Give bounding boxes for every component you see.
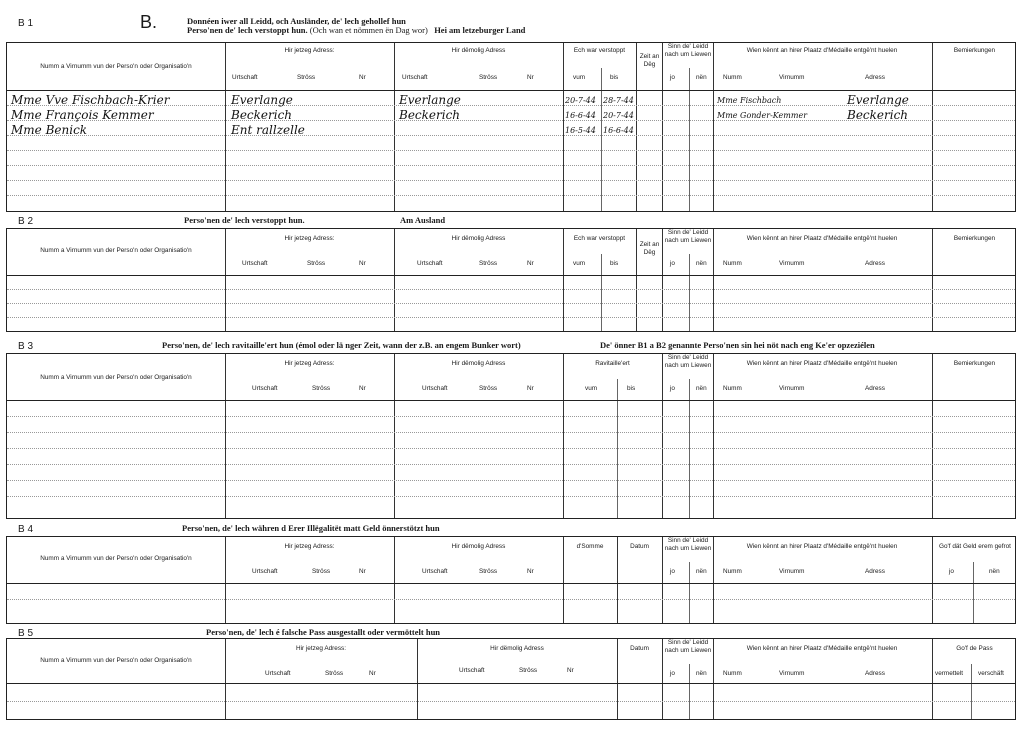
col-locality: Urtschaft — [252, 568, 278, 575]
col-hidden: Ech war verstoppt — [573, 235, 626, 242]
col-former-address: Hir dëmolig Adress — [451, 360, 506, 367]
col-yes: jo — [670, 74, 675, 81]
col-former-address: Hir dëmolig Adress — [451, 543, 506, 550]
col-number: Nr — [359, 385, 366, 392]
handwritten-medal-address: Beckerich — [847, 108, 909, 122]
col-yes: jo — [949, 568, 954, 575]
col-number: Nr — [567, 667, 574, 674]
section-title-2: Am Ausland — [400, 215, 446, 225]
col-medal: Wien kënnt an hirer Plaatz d'Médaille entgë'nt huelen — [746, 235, 898, 242]
section-b4 — [6, 520, 1016, 575]
section-title: Perso'nen, de' lech é falsche Pass ausgestallt oder vermöttelt hun — [206, 627, 441, 637]
col-suffering: Sinn de' Leidd nach um Liewen — [664, 43, 712, 58]
col-locality: Urtschaft — [242, 260, 268, 267]
col-number: Nr — [527, 385, 534, 392]
col-medal-address: Adress — [865, 670, 885, 677]
col-current-address: Hir jetzeg Adress: — [284, 235, 335, 242]
handwritten-from-date: 20-7-44 — [565, 96, 596, 105]
col-suffering: Sinn de' Leidd nach um Liewen — [664, 639, 712, 654]
col-street: Ströss — [479, 568, 498, 575]
section-letter: B. — [140, 12, 158, 32]
section-id: B 2 — [18, 216, 34, 227]
col-medal-firstname: Virnumm — [779, 74, 805, 81]
col-date: Datum — [630, 543, 649, 550]
col-current-address: Hir jetzeg Adress: — [295, 645, 347, 652]
col-pass-issued: verschäft — [978, 670, 1004, 677]
col-street: Ströss — [307, 260, 326, 267]
col-medal: Wien kënnt an hirer Plaatz d'Médaille entgë'nt huelen — [746, 360, 898, 367]
section-id: B 5 — [18, 628, 34, 639]
col-suffering: Sinn de' Leidd nach um Liewen — [664, 229, 712, 244]
section-b5 — [6, 624, 1016, 677]
col-medal-firstname: Virnumm — [779, 670, 805, 677]
col-street: Ströss — [479, 260, 498, 267]
handwritten-current-locality: Ent rallzelle — [231, 123, 305, 137]
section-id: B 3 — [18, 341, 34, 352]
col-remarks: Bemierkungen — [953, 360, 996, 367]
col-to: bis — [610, 74, 619, 81]
col-from: vum — [585, 385, 598, 392]
section-subtitle: Perso'nen de' lech verstoppt hun. (Och wan et nömmen ën Dag wor) Hei am letzeburger Land — [187, 25, 526, 35]
col-number: Nr — [359, 568, 366, 575]
col-locality: Urtschaft — [417, 260, 443, 267]
section-title: Perso'nen, de' lech ravitaille'ert hun (émol oder lä nger Zeit, wann der z.B. an engem Bunker wort) — [162, 340, 521, 350]
col-medal-firstname: Virnumm — [779, 568, 805, 575]
col-pass: Go'f de Pass — [956, 645, 993, 652]
handwritten-current-locality: Beckerich — [231, 108, 293, 122]
col-street: Ströss — [519, 667, 538, 674]
col-from: vum — [573, 260, 586, 267]
handwritten-medal-name: Mme Gonder-Kemmer — [717, 111, 808, 120]
col-no: nën — [696, 385, 707, 392]
table-b4 — [6, 536, 1016, 624]
col-locality: Urtschaft — [252, 385, 278, 392]
section-id: B 4 — [18, 524, 34, 535]
col-days: Zeit an Dëg — [639, 53, 660, 68]
col-street: Ströss — [312, 385, 331, 392]
section-title: Donnéen iwer all Leidd, och Ausländer, de' lech gehollef hun — [187, 16, 406, 26]
col-ravitailleert: Ravitaille'ert — [595, 360, 630, 367]
col-current-address: Hir jetzeg Adress: — [284, 360, 335, 367]
col-locality: Urtschaft — [422, 568, 448, 575]
col-former-address: Hir dëmolig Adress — [451, 47, 506, 54]
col-from: vum — [573, 74, 586, 81]
handwritten-to-date: 20-7-44 — [603, 111, 634, 120]
handwritten-name: Mme Benick — [11, 123, 88, 137]
col-medal: Wien kënnt an hirer Plaatz d'Médaille entgë'nt huelen — [746, 47, 898, 54]
table-b2 — [6, 228, 1016, 332]
col-to: bis — [627, 385, 636, 392]
section-title: Perso'nen, de' lech währen d Erer Illëgalitët matt Geld önnerstötzt hun — [182, 523, 440, 533]
col-no: nën — [696, 670, 707, 677]
col-number: Nr — [359, 260, 366, 267]
table-b1 — [6, 42, 1016, 212]
section-b3 — [6, 337, 1016, 392]
col-name: Numm a Virnumm vun der Perso'n oder Organisatio'n — [40, 63, 192, 70]
handwritten-former-locality: Everlange — [399, 93, 461, 107]
col-medal-firstname: Virnumm — [779, 260, 805, 267]
col-suffering: Sinn de' Leidd nach um Liewen — [664, 354, 712, 369]
section-note: De' önner B1 a B2 genannte Perso'nen sin hei nöt nach eng Ke'er opzeziélen — [600, 340, 875, 350]
col-money-asked: Go'f dät Geld erem gefrot — [939, 543, 1011, 550]
col-sum: d'Somme — [576, 543, 604, 550]
col-medal-name: Numm — [723, 74, 742, 81]
col-name: Numm a Virnumm vun der Perso'n oder Organisatio'n — [40, 657, 192, 664]
col-date: Datum — [630, 645, 649, 652]
handwritten-from-date: 16-5-44 — [565, 126, 596, 135]
col-number: Nr — [527, 260, 534, 267]
col-former-address: Hir dëmolig Adress — [451, 235, 506, 242]
table-b5 — [6, 638, 1016, 720]
col-name: Numm a Virnumm vun der Perso'n oder Organisatio'n — [40, 555, 192, 562]
col-street: Ströss — [479, 385, 498, 392]
col-number: Nr — [527, 74, 534, 81]
table-b3 — [6, 353, 1016, 519]
col-medal-firstname: Virnumm — [779, 385, 805, 392]
col-no: nën — [989, 568, 1000, 575]
col-current-address: Hir jetzeg Adress: — [284, 543, 335, 550]
col-locality: Urtschaft — [422, 385, 448, 392]
col-street: Ströss — [479, 74, 498, 81]
section-id: B 1 — [18, 18, 34, 29]
col-no: nën — [696, 74, 707, 81]
col-medal-name: Numm — [723, 385, 742, 392]
handwritten-name: Mme François Kemmer — [11, 108, 154, 122]
col-no: nën — [696, 568, 707, 575]
handwritten-name: Mme Vve Fischbach-Krier — [11, 93, 170, 107]
handwritten-to-date: 28-7-44 — [603, 96, 634, 105]
handwritten-medal-address: Everlange — [847, 93, 909, 107]
col-locality: Urtschaft — [265, 670, 291, 677]
col-yes: jo — [670, 670, 675, 677]
col-medal-address: Adress — [865, 568, 885, 575]
section-title: Perso'nen de' lech verstoppt hun. — [184, 215, 305, 225]
section-b1 — [6, 12, 1016, 137]
col-suffering: Sinn de' Leidd nach um Liewen — [664, 537, 712, 552]
col-medal: Wien kënnt an hirer Plaatz d'Médaille entgë'nt huelen — [746, 543, 898, 550]
section-b1-header — [6, 12, 1016, 35]
col-number: Nr — [527, 568, 534, 575]
col-medal-name: Numm — [723, 670, 742, 677]
col-name: Numm a Virnumm vun der Perso'n oder Organisatio'n — [40, 374, 192, 381]
col-no: nën — [696, 260, 707, 267]
col-name: Numm a Virnumm vun der Perso'n oder Organisatio'n — [40, 247, 192, 254]
col-medal-address: Adress — [865, 74, 885, 81]
col-hidden: Ech war verstoppt — [573, 47, 626, 54]
handwritten-from-date: 16-6-44 — [565, 111, 596, 120]
col-street: Ströss — [297, 74, 316, 81]
col-medal-address: Adress — [865, 260, 885, 267]
col-medal-name: Numm — [723, 568, 742, 575]
handwritten-former-locality: Beckerich — [399, 108, 461, 122]
col-number: Nr — [359, 74, 366, 81]
col-remarks: Bemierkungen — [953, 235, 996, 242]
col-pass-lost: vermettelt — [935, 670, 964, 677]
handwritten-medal-name: Mme Fischbach — [717, 96, 782, 105]
section-b2 — [6, 212, 1016, 267]
col-yes: jo — [670, 385, 675, 392]
col-locality: Urtschaft — [459, 667, 485, 674]
col-current-address: Hir jetzeg Adress: — [284, 47, 335, 54]
col-street: Ströss — [325, 670, 344, 677]
col-medal-name: Numm — [723, 260, 742, 267]
col-yes: jo — [670, 260, 675, 267]
col-yes: jo — [670, 568, 675, 575]
col-days: Zeit an Dëg — [639, 241, 660, 256]
col-locality: Urtschaft — [232, 74, 258, 81]
col-remarks: Bemierkungen — [953, 47, 996, 54]
col-former-address: Hir dëmolig Adress — [490, 645, 544, 652]
col-to: bis — [610, 260, 619, 267]
col-medal-address: Adress — [865, 385, 885, 392]
handwritten-to-date: 16-6-44 — [603, 126, 634, 135]
col-number: Nr — [369, 670, 376, 677]
handwritten-current-locality: Everlange — [231, 93, 293, 107]
col-medal: Wien kënnt an hirer Plaatz d'Médaille entgë'nt huelen — [746, 645, 898, 652]
col-street: Ströss — [312, 568, 331, 575]
col-locality: Urtschaft — [402, 74, 428, 81]
